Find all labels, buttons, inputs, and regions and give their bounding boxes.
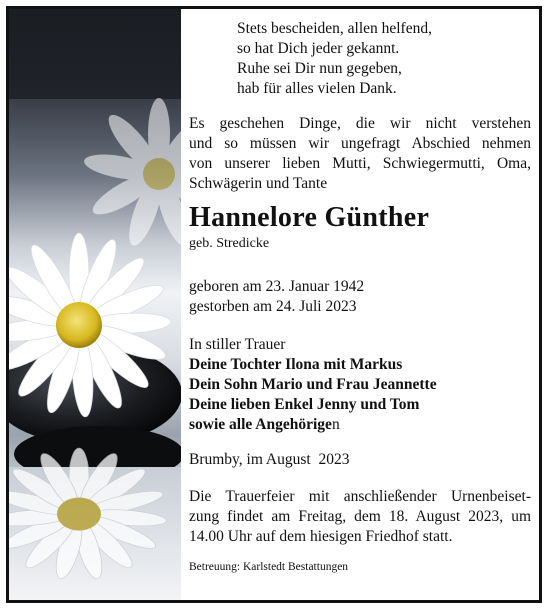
intro-line: Es geschehen Dinge, die wir nicht verstehen	[189, 115, 531, 132]
obituary-frame	[6, 6, 542, 603]
funeral-notice	[189, 487, 531, 547]
poem-line: so hat Dich jeder gekannt.	[237, 40, 400, 57]
intro-line: und so müssen wir ungefragt Abschied nehmen	[189, 135, 531, 152]
funeral-line: zung findet am Freitag, dem 18. August 2023, um	[189, 508, 531, 525]
intro-line: Schwägerin und Tante	[189, 175, 328, 192]
mourners-block	[189, 335, 531, 435]
mourner-line: Dein Sohn Mario und Frau Jeannette	[189, 376, 437, 393]
daisy-illustration	[9, 9, 181, 600]
mourners-lead: In stiller Trauer	[189, 336, 286, 353]
birth-date: geboren am 23. Januar 1942	[189, 278, 365, 295]
intro-paragraph	[189, 114, 531, 194]
life-dates	[189, 277, 531, 317]
daisy-on-stones-image	[9, 9, 181, 600]
funeral-line: Die Trauerfeier mit anschließender Urnenbeiset-	[189, 488, 531, 505]
poem-line: Ruhe sei Dir nun gegeben,	[237, 60, 402, 77]
intro-line: von unserer lieben Mutti, Schwiegermutti, Oma,	[189, 155, 531, 172]
birth-name: geb. Stredicke	[189, 236, 270, 251]
mourner-line: Deine lieben Enkel Jenny und Tom	[189, 396, 420, 413]
death-date: gestorben am 24. Juli 2023	[189, 298, 357, 315]
poem	[237, 19, 531, 99]
poem-line: hab für alles vielen Dank.	[237, 80, 397, 97]
mourner-last-bold: sowie alle Angehörige	[189, 416, 332, 433]
obituary-text	[189, 19, 531, 574]
poem-line: Stets bescheiden, allen helfend,	[237, 20, 432, 37]
funeral-line: 14.00 Uhr auf dem hiesigen Friedhof statt.	[189, 528, 453, 545]
mourner-line: Deine Tochter Ilona mit Markus	[189, 356, 403, 373]
place-date: Brumby, im August 2023	[189, 451, 350, 468]
mourner-line-last	[189, 415, 531, 435]
mourner-last-tail: n	[331, 416, 340, 433]
deceased-name: Hannelore Günther	[189, 202, 430, 233]
funeral-home-credit: Betreuung: Karlstedt Bestattungen	[189, 561, 349, 573]
